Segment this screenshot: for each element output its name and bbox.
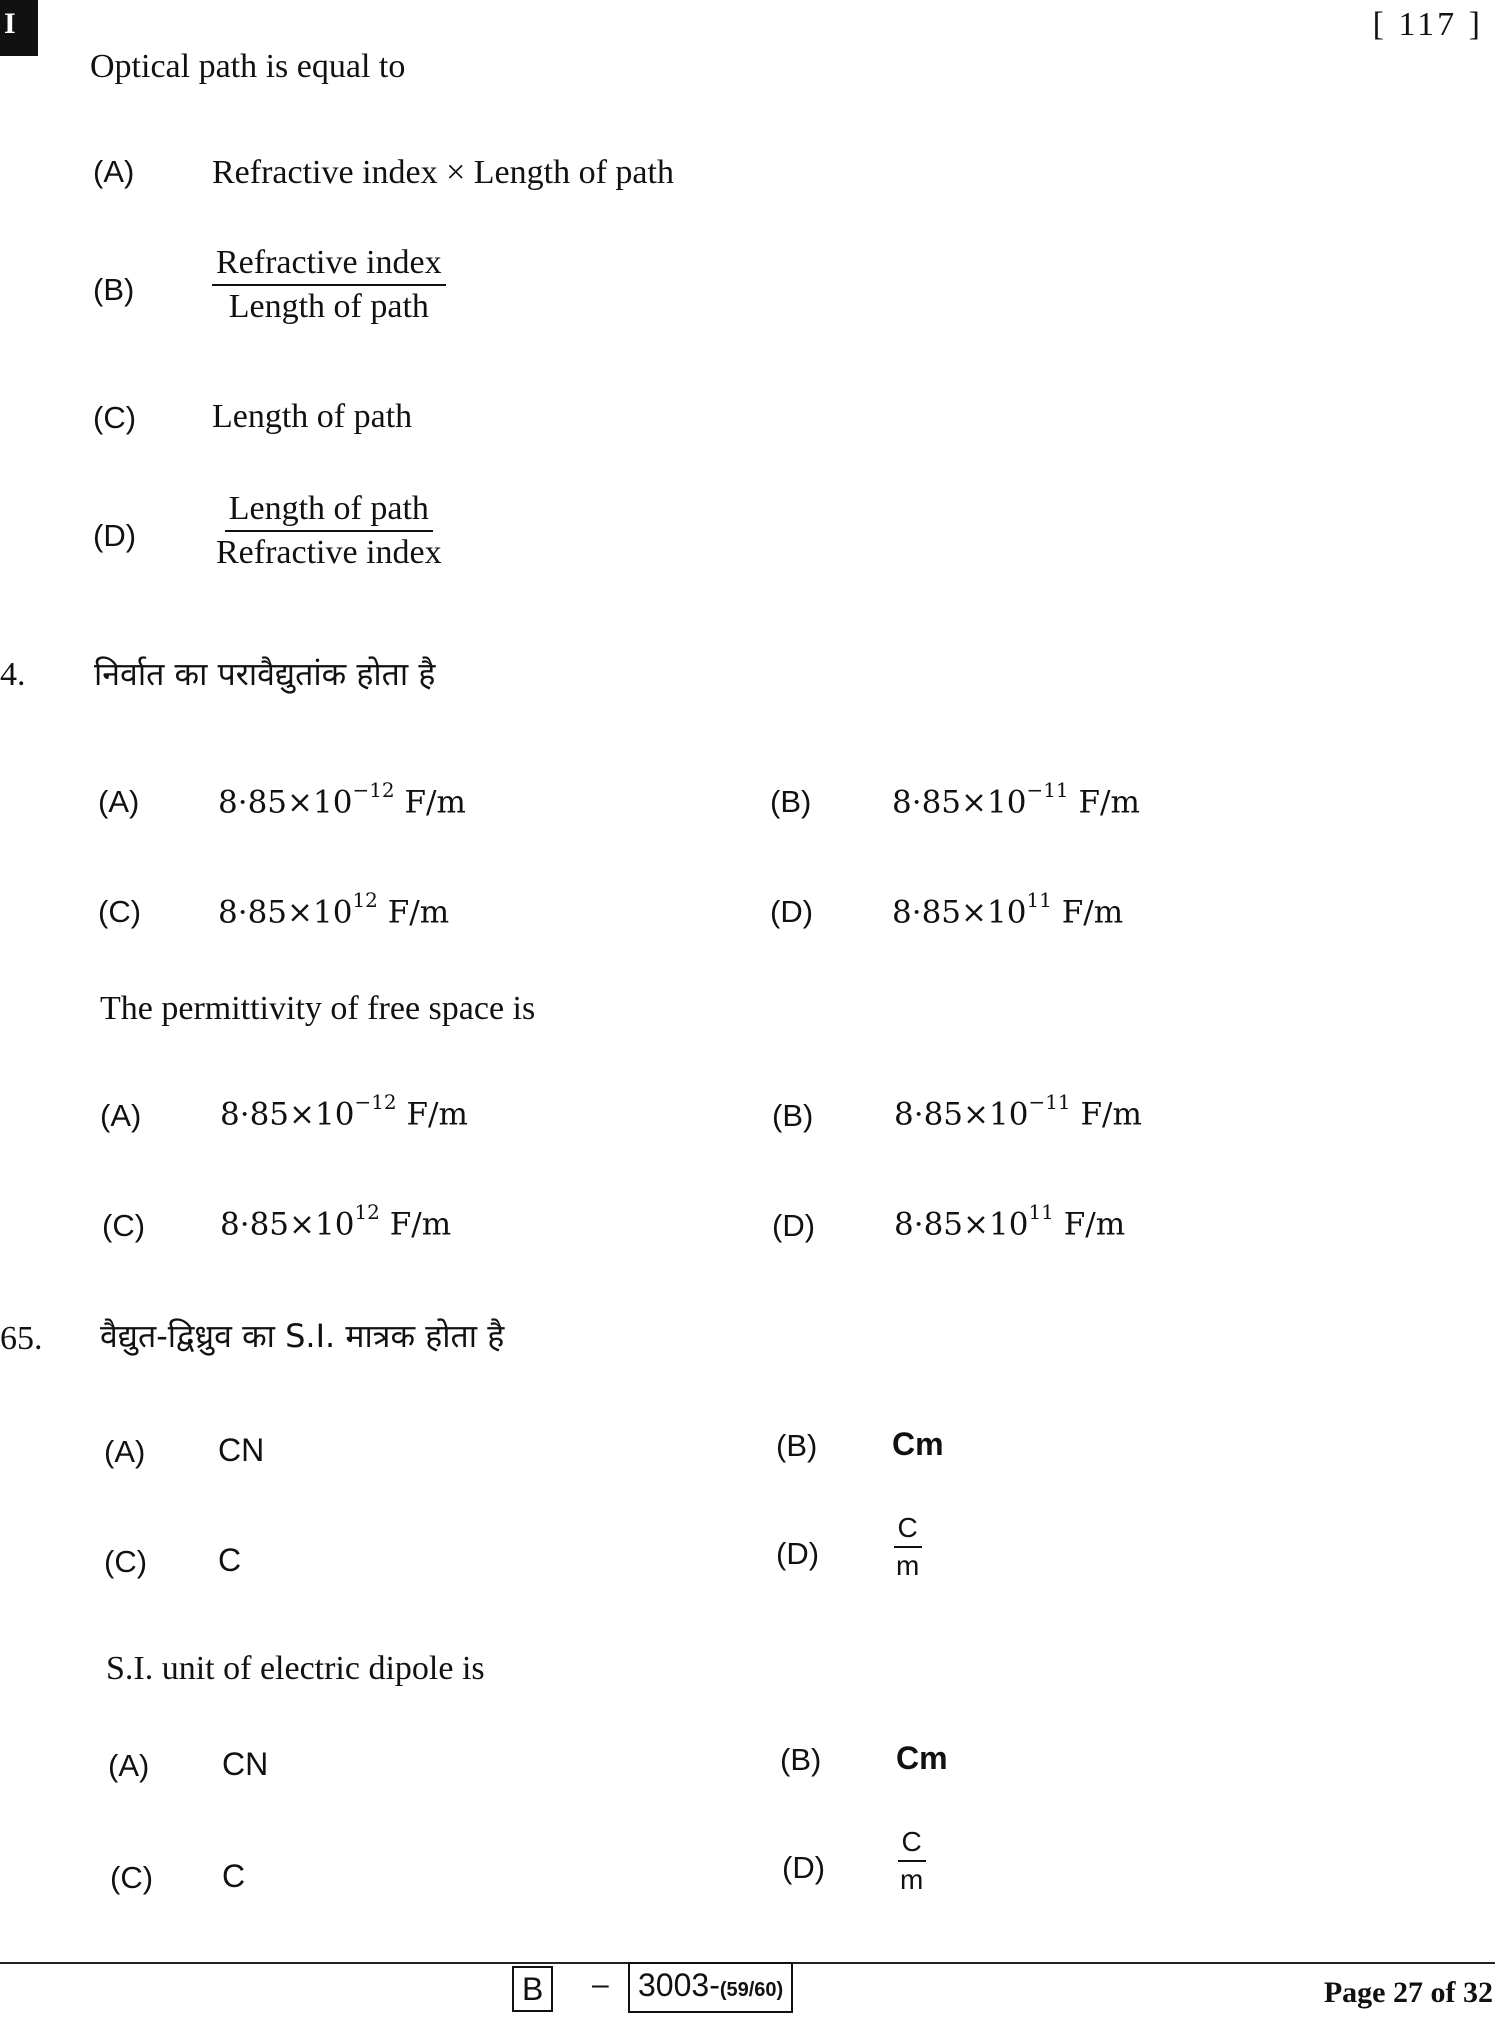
unit: F/m — [387, 894, 450, 931]
fraction-numerator: C — [894, 1512, 922, 1548]
exponent: 11 — [1026, 888, 1052, 912]
page-indicator: Page 27 of 32 — [1323, 1976, 1493, 2009]
option-text: Refractive index × Length of path — [212, 154, 674, 191]
fraction-numerator: Length of path — [225, 490, 433, 532]
exponent: −11 — [1028, 1090, 1071, 1114]
unit: F/m — [1078, 784, 1140, 821]
fraction-numerator: Refractive index — [212, 244, 446, 286]
unit: F/m — [404, 784, 466, 821]
option-text: C — [222, 1858, 246, 1894]
exponent: −12 — [354, 1090, 397, 1114]
option-value — [894, 1200, 1126, 1243]
option-label: (D) — [782, 1850, 826, 1885]
option-label: (B) — [93, 272, 135, 307]
mantissa: 8·85×10 — [894, 1096, 1029, 1133]
option-label: (C) — [104, 1544, 148, 1579]
page-bracket-number: [ 117 ] — [1372, 6, 1483, 43]
option-label: (C) — [98, 894, 142, 929]
paper-code-suffix: (59/60) — [719, 1979, 784, 2001]
option-value — [894, 1090, 1142, 1133]
question-optical-path: Optical path is equal to — [90, 48, 406, 85]
option-label: (A) — [104, 1434, 146, 1469]
unit: F/m — [1061, 894, 1124, 931]
option-text: C — [218, 1542, 242, 1578]
question-text-hindi: वैद्युत-द्विध्रुव का S.I. मात्रक होता है — [100, 1317, 505, 1355]
series-box: B — [512, 1966, 553, 2012]
option-text: Cm — [892, 1426, 944, 1462]
option-value — [220, 1200, 452, 1243]
exponent: 12 — [354, 1200, 380, 1224]
mantissa: 8·85×10 — [894, 1206, 1029, 1243]
option-label: (C) — [102, 1208, 146, 1243]
exponent: 12 — [352, 888, 378, 912]
option-label: (D) — [770, 894, 814, 929]
option-label: (B) — [780, 1742, 822, 1777]
option-fraction — [896, 1826, 927, 1896]
option-label: (C) — [110, 1860, 154, 1895]
paper-code: 3003- — [638, 1967, 720, 2003]
fraction-denominator: m — [896, 1550, 920, 1581]
paper-code-box — [628, 1962, 793, 2013]
unit: F/m — [406, 1096, 468, 1133]
question-text-hindi: निर्वात का परावैद्युतांक होता है — [94, 655, 436, 693]
unit: F/m — [389, 1206, 452, 1243]
option-value — [892, 778, 1140, 821]
mantissa: 8·85×10 — [220, 1206, 355, 1243]
option-value — [892, 888, 1124, 931]
option-value — [218, 888, 450, 931]
option-label: (A) — [100, 1098, 142, 1133]
option-label: (B) — [776, 1428, 818, 1463]
exponent: −12 — [352, 778, 395, 802]
option-label: (D) — [93, 518, 137, 553]
mantissa: 8·85×10 — [892, 784, 1027, 821]
option-label: (A) — [98, 784, 140, 819]
section-marker: I — [0, 0, 38, 56]
unit: F/m — [1063, 1206, 1126, 1243]
option-value — [220, 1090, 468, 1133]
unit: F/m — [1080, 1096, 1142, 1133]
option-label: (B) — [770, 784, 812, 819]
option-text: CN — [222, 1746, 269, 1782]
exponent: 11 — [1028, 1200, 1054, 1224]
fraction-denominator: Length of path — [228, 288, 429, 325]
fraction-denominator: Refractive index — [216, 534, 442, 571]
option-fraction — [212, 244, 446, 326]
footer-dash: – — [592, 1968, 609, 2001]
option-fraction — [212, 490, 446, 572]
option-text: CN — [218, 1432, 265, 1468]
fraction-numerator: C — [898, 1826, 926, 1862]
option-label: (A) — [93, 154, 135, 189]
option-fraction — [892, 1512, 923, 1582]
mantissa: 8·85×10 — [892, 894, 1027, 931]
question-number: 65. — [0, 1320, 43, 1357]
mantissa: 8·85×10 — [218, 784, 353, 821]
fraction-denominator: m — [900, 1864, 924, 1895]
option-label: (B) — [772, 1098, 814, 1133]
option-text: Cm — [896, 1740, 948, 1776]
question-si-unit: S.I. unit of electric dipole is — [106, 1650, 485, 1687]
mantissa: 8·85×10 — [220, 1096, 355, 1133]
option-text: Length of path — [212, 398, 413, 435]
option-value — [218, 778, 466, 821]
option-label: (D) — [776, 1536, 820, 1571]
question-number: 4. — [0, 656, 26, 693]
option-label: (C) — [93, 400, 137, 435]
option-label: (A) — [108, 1748, 150, 1783]
option-label: (D) — [772, 1208, 816, 1243]
mantissa: 8·85×10 — [218, 894, 353, 931]
question-permittivity: The permittivity of free space is — [100, 990, 536, 1027]
exponent: −11 — [1026, 778, 1069, 802]
